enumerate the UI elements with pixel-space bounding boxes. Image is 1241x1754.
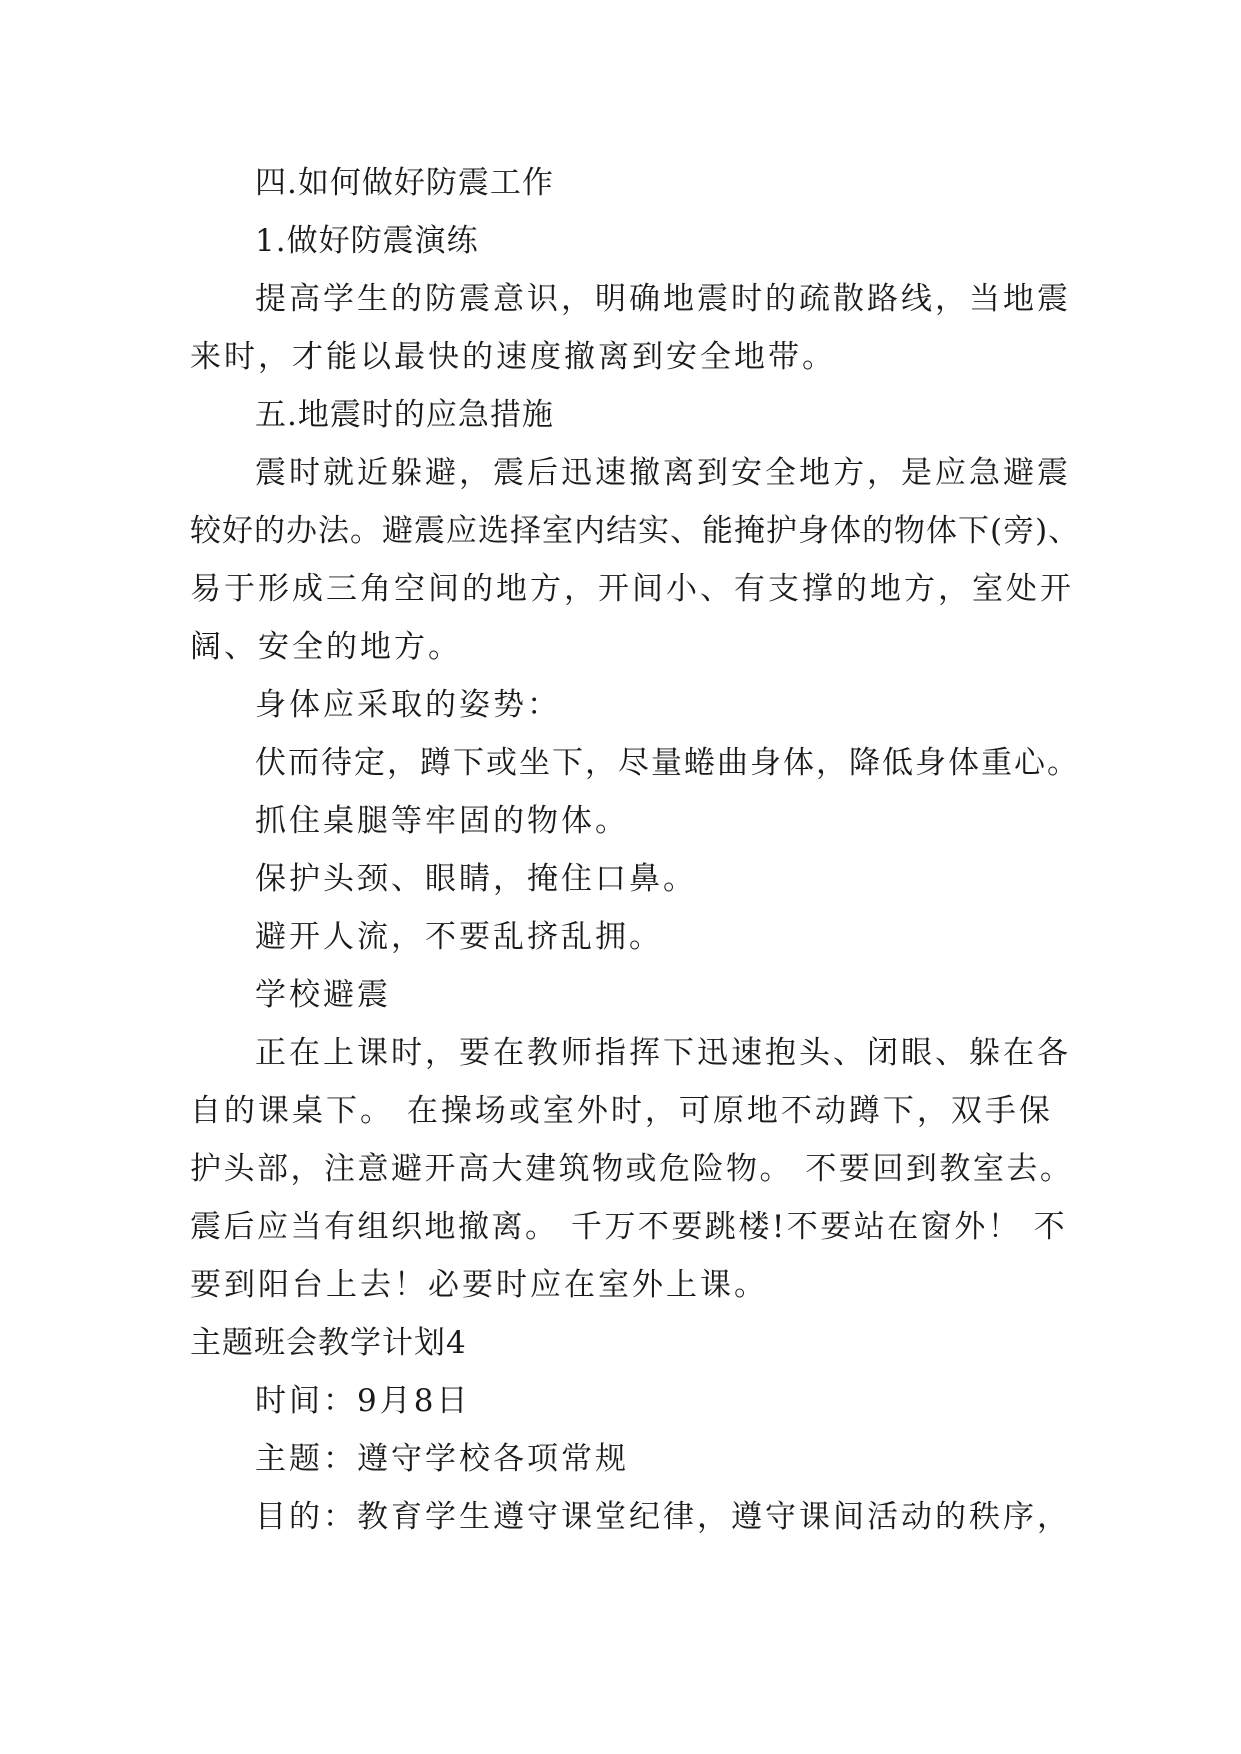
paragraph-line: 伏而待定，蹲下或坐下，尽量蜷曲身体，降低身体重心。 [255, 745, 1080, 781]
paragraph-line: 震后应当有组织地撤离。 千万不要跳楼!不要站在窗外！ 不 [190, 1209, 1068, 1245]
plan-title: 主题班会教学计划4 [190, 1325, 467, 1361]
paragraph-line: 易于形成三角空间的地方，开间小、有支撑的地方，室处开 [190, 571, 1074, 607]
paragraph-line: 要到阳台上去！必要时应在室外上课。 [190, 1267, 768, 1303]
paragraph-line: 提高学生的防震意识，明确地震时的疏散路线，当地震 [255, 281, 1071, 317]
paragraph-line: 来时，才能以最快的速度撤离到安全地带。 [190, 339, 836, 375]
subheading-school: 学校避震 [255, 977, 391, 1013]
paragraph-line: 正在上课时，要在教师指挥下迅速抱头、闭眼、躲在各 [255, 1035, 1071, 1071]
paragraph-line: 较好的办法。避震应选择室内结实、能掩护身体的物体下(旁)、 [190, 513, 1081, 549]
paragraph-line: 避开人流，不要乱挤乱拥。 [255, 919, 663, 955]
plan-theme: 主题：遵守学校各项常规 [255, 1441, 629, 1477]
section-heading-5: 五.地震时的应急措施 [255, 397, 554, 433]
paragraph-line: 震时就近躲避，震后迅速撤离到安全地方，是应急避震 [255, 455, 1071, 491]
paragraph-line: 阔、安全的地方。 [190, 629, 462, 665]
paragraph-line: 自的课桌下。 在操场或室外时，可原地不动蹲下，双手保 [190, 1093, 1053, 1129]
subheading-drill: 1.做好防震演练 [255, 223, 479, 259]
paragraph-line: 保护头颈、眼睛，掩住口鼻。 [255, 861, 697, 897]
section-heading-4: 四.如何做好防震工作 [255, 165, 554, 201]
plan-purpose: 目的：教育学生遵守课堂纪律，遵守课间活动的秩序， [255, 1499, 1071, 1535]
paragraph-line: 抓住桌腿等牢固的物体。 [255, 803, 629, 839]
plan-time: 时间：9月8日 [255, 1383, 471, 1419]
paragraph-line: 身体应采取的姿势： [255, 687, 561, 723]
paragraph-line: 护头部，注意避开高大建筑物或危险物。 不要回到教室去。 [190, 1151, 1074, 1187]
